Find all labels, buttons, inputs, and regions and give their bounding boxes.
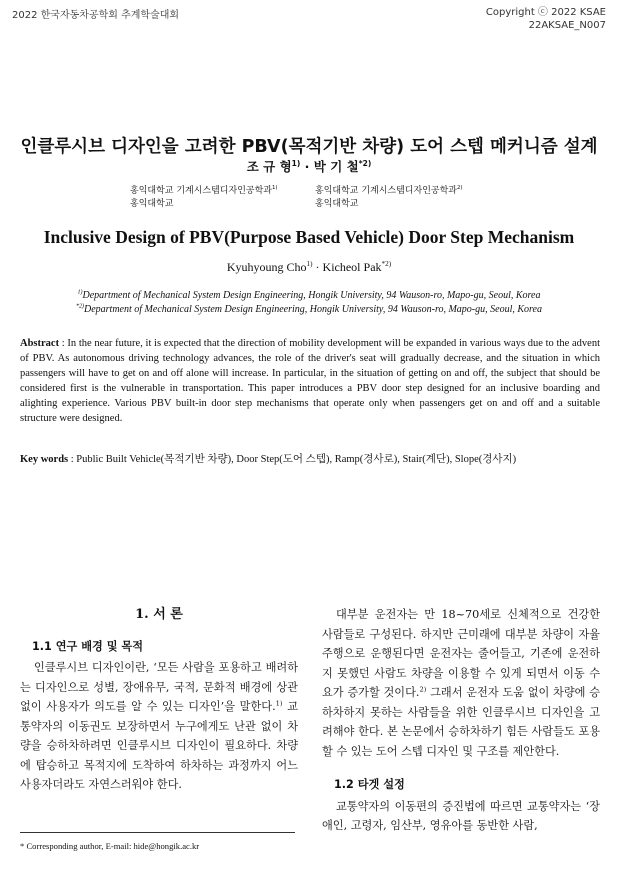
- english-title: Inclusive Design of PBV(Purpose Based Vehicle) Door Step Mechanism: [43, 227, 575, 247]
- target-paragraph: 교통약자의 이동편의 증진법에 따르면 교통약자는 ‘장애인, 고령자, 임산부, 영유아를 동반한 사람,: [322, 799, 600, 832]
- affiliation-sup: *2): [76, 303, 84, 310]
- paragraph-text-cont: 교통약자의 이동권도 보장하면서 누구에게도 난관 없이 차량을 승하차하려면 인클루시브 디자인이 필요하다. 차량에 탑승하고 목적지에 도착하여 하차하는 과정까지 어느 사용자더라도 자연스러워야 한다.: [20, 700, 298, 791]
- citation-sup: 1): [275, 699, 283, 708]
- subsection-title-1-2: 1.2 타겟 설정: [334, 778, 405, 791]
- affiliation-dept: 홍익대학교 기계시스템디자인공학과: [315, 186, 457, 196]
- keywords-label: Key words: [20, 454, 69, 465]
- subsection-title-1-1: 1.1 연구 배경 및 목적: [32, 639, 144, 653]
- affiliation-sup: 1): [77, 289, 83, 296]
- intro-paragraph-left: [20, 658, 298, 795]
- affiliation-univ: 홍익대학교: [130, 199, 174, 209]
- abstract: [20, 336, 600, 426]
- author2-ko-sup: *2): [358, 158, 372, 168]
- left-column: [20, 605, 298, 795]
- copyright-text: Copyright ⓒ 2022 KSAE: [485, 7, 606, 18]
- author2-en: Kicheol Pak: [322, 260, 382, 274]
- english-affiliations: [0, 289, 618, 317]
- korean-authors: [0, 157, 618, 175]
- affiliation-sup: 1): [271, 185, 278, 191]
- keywords-text: : Public Built Vehicle(목적기반 차량), Door Step(도어 스텝), Ramp(경사로), Stair(계단), Slope(경사지): [68, 454, 517, 465]
- affiliation-sup: 2): [456, 185, 463, 191]
- section-title: 1. 서 론: [135, 607, 183, 622]
- affiliation-univ: 홍익대학교: [315, 199, 359, 209]
- footnote-divider: [20, 832, 295, 833]
- author-separator: ·: [312, 260, 323, 274]
- author1-en-sup: 1): [306, 260, 313, 268]
- citation-sup: 2): [419, 685, 427, 694]
- english-authors: [0, 260, 618, 275]
- keywords: [20, 452, 600, 467]
- author2-en-sup: *2): [381, 260, 392, 268]
- conference-header: 2022 한국자동차공학회 추계학술대회: [12, 10, 180, 21]
- korean-affiliation-2: [315, 185, 463, 211]
- author1-en: Kyuhyoung Cho: [226, 260, 307, 274]
- affiliation-en-1: Department of Mechanical System Design Engineering, Hongik University, 94 Wauson-ro, Mapo-gu, Seoul, Korea: [82, 290, 541, 301]
- paper-id: 22AKSAE_N007: [528, 20, 606, 31]
- author1-ko-sup: 1): [291, 158, 301, 168]
- paragraph-text: 대부분 운전자는 만 18~70세로 신체적으로 건강한 사람들로 구성된다. 하지만 근미래에 대부분 차량이 자율주행으로 운행된다면 운전자는 줄어들고, 기존에 운전하지 못했던 사람도 차량을 이용할 수 있게 되면서 이동 수요가 증가할 것이다.: [322, 608, 600, 699]
- author1-ko: 조 규 형: [246, 159, 292, 174]
- copyright-header: [486, 6, 606, 32]
- intro-paragraph-right: [322, 605, 600, 761]
- footnote: * Corresponding author, E-mail: hide@hongik.ac.kr: [20, 841, 200, 851]
- author2-ko: 박 기 철: [313, 159, 359, 174]
- right-column: [322, 605, 600, 836]
- author-separator: ·: [300, 159, 314, 174]
- paragraph-text: 인클루시브 디자인이란, ‘모든 사람을 포용하고 배려하는 디자인으로 성별, 장애유무, 국적, 문화적 배경에 상관없이 사용자가 의도를 알 수 있는 디자인’을 말한다.: [20, 661, 298, 713]
- abstract-text: : In the near future, it is expected that the direction of mobility development will be expanded in various ways due to the advent of PBV. As autonomous driving technology advances, the role of the driver's seat will gradually decrease, and the situation in which passengers will have to get on and off alone will increase. In particular, in the situation of getting on and off, the subject that should be considered first is the vulnerable in transportation. This paper introduces a PBV door step designed for an inclusive boarding and alighting experience. Various PBV built-in door step mechanisms that operate only when passengers get on and off and a suitable structure were designed.: [20, 338, 600, 424]
- abstract-label: Abstract: [20, 338, 60, 349]
- affiliation-dept: 홍익대학교 기계시스템디자인공학과: [130, 186, 272, 196]
- korean-affiliation-1: [130, 185, 278, 211]
- affiliation-en-2: Department of Mechanical System Design Engineering, Hongik University, 94 Wauson-ro, Mapo-gu, Seoul, Korea: [84, 304, 542, 315]
- paragraph-text-cont: 그래서 운전자 도움 없이 차량에 승하차하지 못하는 사람들을 위한 인클루시브 디자인을 고려해야 한다. 본 논문에서 승하차하기 힘든 사람들도 포용할 수 있는 도어 스텝 디자인 및 구조를 제안한다.: [322, 686, 600, 758]
- korean-title: 인클루시브 디자인을 고려한 PBV(목적기반 차량) 도어 스텝 메커니즘 설계: [20, 137, 598, 157]
